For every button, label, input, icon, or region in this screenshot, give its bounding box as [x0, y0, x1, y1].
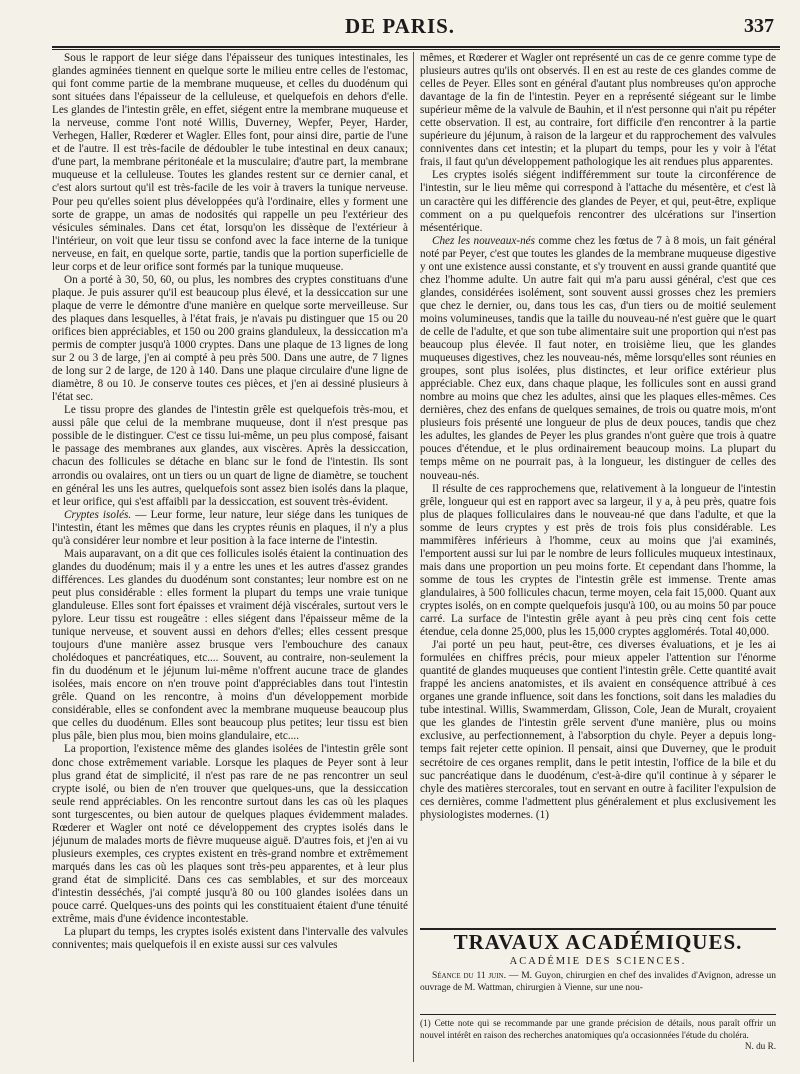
right-column — [420, 52, 776, 932]
column-divider — [413, 52, 414, 1062]
paragraph-text: comme chez les fœtus de 7 à 8 mois, un fait général noté par Peyer, c'est que toutes les glandes de la membrane muqueuse digestive y ont une existence aussi constante, et s'y trouvent en aussi grande quantité que chez l'homme adulte. Un autre fait qui m'a paru aussi général, c'est que ces glandes, considérées isolément, sont souvent aussi grosses chez les premiers que chez le dernier, ou, dans tous les cas, d'un tiers ou de moitié seulement moins volumineuses, tandis que la taille du nouveau-né n'est guère que le quart de celle de l'adulte, et que son tube alimentaire suit une proportion qui n'est pas beaucoup plus élevée. Il faut noter, en troisième lieu, que les glandes muqueuses digestives, chez les nouveau-nés, même lorsqu'elles sont réunies en groupes, sont plus isolées, plus distinctes, et leur orifice extérieur plus appréciable. Chez eux, dans chaque plaque, les follicules sont en aussi grand nombre au moins que chez les adultes, ainsi que les plaques elles-mêmes. Ces dernières, chez des enfans de quelques semaines, de trois ou quatre mois, m'ont plusieurs fois présenté une longueur de plus de deux pouces, tandis que chez les adultes, les glandes de Peyer les plus grandes n'ont guère que trois à quatre pouces d'étendue, et le plus ordinairement beaucoup moins. La plupart du temps même on ne pourrait pas, à la longueur, les distinguer de celles des nouveau-nés. — [420, 234, 776, 482]
paragraph: Sous le rapport de leur siége dans l'épaisseur des tuniques intestinales, les glandes agminées tiennent en quelque sorte le milieu entre celles de l'estomac, qui font comme partie de la membrane muqueuse, et celles du duodénum qui sont situées dans l'épaisseur de la celluleuse, et quelquefois en dehors d'elle. Les glandes de l'intestin grêle, en effet, siégent entre la membrane muqueuse et la nerveuse, comme l'ont noté Willis, Duverney, Wepfer, Peyer, Harder, Verhegen, Haller, Rœderer et Wagler. Elles font, pour ainsi dire, partie de l'une et de l'autre. Il est très-facile de dédoubler le tube intestinal en deux canaux; d'une part, la membrane péritonéale et la musculaire; d'autre part, la membrane muqueuse et la celluleuse. Toutes les glandes restent sur ce dernier canal, et c'est alors surtout qu'il est très-facile de les voir à travers la tunique nerveuse. Pour peu qu'elles soient plus développées qu'à l'ordinaire, elles y forment une sorte de grappe, un amas de nodosités qui rappelle un peu l'extérieur des vésicules séminales. Dans cet état, lorsqu'on les dissèque de l'extérieur à l'intérieur, on voit que leur tissu se confond avec la face interne de la tunique nerveuse, en fait, en quelque sorte, partie, tandis que la portion superficielle de leur corps et de leur orifice sont formés par la tunique muqueuse. — [52, 52, 408, 273]
header-rule-thin — [52, 49, 780, 50]
paragraph-text: — Leur forme, leur nature, leur siége dans les tuniques de l'intestin, étant les mêmes que dans les cryptes réunis en plaques, il n'y a plus qu'à considérer leur nombre et leur position à la face interne de l'intestin. — [52, 508, 408, 547]
section-label: Chez les nouveaux-nés — [432, 234, 535, 247]
paragraph: Il résulte de ces rapprochemens que, relativement à la longueur de l'intestin grêle, longueur qui est en rapport avec sa largeur, il y a, à peu près, quatre fois plus de plaques folliculaires dans le nouveau-né que dans l'adulte, et que la somme de leurs cryptes y est près de trois fois plus considérable. Les mammifères inférieurs à l'homme, ceux au moins que j'ai examinés, l'emportent aussi sur lui par le nombre de leurs follicules muqueux intestinaux, mais dans une proportion un peu moins forte. Et cependant dans l'homme, la somme de tous les cryptes de l'intestin grêle est immense. Trente amas glandulaires, à 500 follicules chacun, terme moyen, cela fait 15,000. Quant aux cryptes isolés, on en compte quelquefois jusqu'à 100, ou au moins 50 par pouce carré. La surface de l'intestin grêle ayant à peu près cinq cent fois cette étendue, cela donne 25,000, plus les 15,000 cryptes agglomérés. Total 40,000. — [420, 482, 776, 639]
academy-section — [420, 930, 776, 994]
paragraph: Les cryptes isolés siégent indifféremment sur toute la circonférence de l'intestin, sur le lieu même qui correspond à l'attache du mésentère, et c'est là un caractère qui les différencie des glandes de Peyer, et qui, peut-être, explique comment on a pu quelquefois rencontrer des ulcérations sur l'insertion mésentérique. — [420, 169, 776, 234]
footnote-rule — [420, 1014, 776, 1015]
paragraph: La proportion, l'existence même des glandes isolées de l'intestin grêle sont donc chose extrêmement variable. Lorsque les plaques de Peyer sont à leur plus grand état de simplicité, il n'est pas rare de ne pas rencontrer un seul crypte isolé, ou bien de n'en trouver que quelques-uns, que la dessiccation seule rend appréciables. On les rencontre surtout dans les cas où les plaques sont turgescentes, ou bien autour de quelques plaques évidemment malades. Rœderer et Wagler ont noté ce développement des cryptes isolés dans le jéjunum de malades morts de fièvre muqueuse aiguë. D'autres fois, et j'en ai vu plusieurs exemples, ces cryptes existent en très-grand nombre et extrêmement marqués dans les cas où les plaques sont très-peu apparentes, et à leur plus grand état de simplicité. Dans ces cas semblables, et sur des morceaux d'intestin desséchés, j'ai compté jusqu'à 80 ou 100 glandes isolées dans un pouce carré. Quelques-uns des points qui les constituaient étaient d'une ténuité extrême, mais d'une évidence incontestable. — [52, 743, 408, 926]
section-subheading: ACADÉMIE DES SCIENCES. — [509, 956, 687, 967]
page-number: 337 — [744, 15, 774, 37]
footnote-signature: N. du R. — [744, 1041, 776, 1051]
paragraph: J'ai porté un peu haut, peut-être, ces diverses évaluations, et je les ai formulées en chiffres précis, pour mieux appeler l'attention sur l'énorme quantité de glandes muqueuses que contient l'intestin grêle. Cette quantité avait frappé les anciens anatomistes, et ils avaient en conséquence attribué à ces organes une grande influence, soit dans les fonctions, soit dans les maladies du tube intestinal. Willis, Swammerdam, Glisson, Cole, Jean de Muralt, croyaient que les glandes de l'intestin grêle servent d'une manière, plus ou moins exclusive, au perfectionnement, à l'absorption du chyle. Peyer a depuis long-temps fait rejeter cette opinion. Il pensait, ainsi que Duverney, que le produit secrétoire de ces organes remplit, dans le petit intestin, l'office de la bile et du suc pancréatique dans le duodénum, c'est-à-dire qu'il continue à y séparer le chyle des matières stercorales, tout en servant en outre à faciliter l'expulsion de ces dernières, comme l'admettent plus généralement et plus exclusivement les physiologistes modernes. (1) — [420, 639, 776, 821]
footnote — [420, 1018, 776, 1053]
paragraph: mêmes, et Rœderer et Wagler ont représenté un cas de ce genre comme type de plusieurs autres qu'ils ont observés. Il en est au reste de ces glandes comme de celles de Peyer. Elles sont en général d'autant plus nombreuses qu'on approche davantage de la fin de l'intestin. Peyer en a représenté siégeant sur le limbe supérieur même de la valvule de Bauhin, et il n'est personne qui n'ait pu répéter cette observation. Il est, au contraire, fort difficile d'en rencontrer à la partie supérieure du jéjunum, à raison de la largeur et du rapprochement des valvules conniventes dans cet intestin; et la plupart du temps, pour les y voir à l'état frais, il faut qu'un développement pathologique les ait rendues plus apparentes. — [420, 52, 776, 169]
paragraph — [52, 509, 408, 548]
left-column — [52, 52, 408, 1070]
header-rule — [52, 46, 780, 48]
session-label: Séance du 11 juin. — [432, 971, 506, 981]
section-label: Cryptes isolés. — [64, 508, 132, 521]
running-title: DE PARIS. — [344, 14, 456, 38]
paragraph: On a porté à 30, 50, 60, ou plus, les nombres des cryptes constituans d'une plaque. Je puis assurer qu'il est beaucoup plus élevé, et la dessiccation sur une plaque de verre le démontre d'une manière en quelque sorte merveilleuse. Sur des plaques dans lesquelles, à l'état frais, je n'avais pu distinguer que 15 ou 20 orifices bien appréciables, et 150 ou 200 grains glanduleux, la dessiccation m'a permis de compter jusqu'à 1000 cryptes. Dans une plaque de 13 lignes de long sur 2 ou 3 de large, j'en ai compté à peu près 500. Dans une autre, de 7 lignes de long sur 2 de large, de 120 à 140. Dans une plaque circulaire d'une ligne de diamètre, 8 ou 10. Je conserve toutes ces pièces, et j'en ai dessiné plusieurs à l'état sec. — [52, 273, 408, 404]
paragraph: Le tissu propre des glandes de l'intestin grêle est quelquefois très-mou, et aussi pâle que celui de la membrane muqueuse, dont il n'est presque pas possible de le distinguer. C'est ce tissu lui-même, un peu plus composé, faisant le passage des membranes aux glandes, aux viscères. Après la dessiccation, chacun des follicules se détache en blanc sur le fond de l'intestin. Ils sont arrondis ou ovalaires, ont un tiers ou un quart de ligne de diamètre, se touchent en général les uns les autres, quelquefois sont assez bien isolés dans la plaque, et leur orifice, qui s'est affaibli par la dessiccation, est souvent très-évident. — [52, 404, 408, 508]
page-header — [0, 0, 800, 48]
paragraph: Mais auparavant, on a dit que ces follicules isolés étaient la continuation des glandes du duodénum; mais il y a entre les unes et les autres d'assez grandes différences. Les glandes du duodénum sont constantes; leur nombre est on ne peut plus considérable : elles forment la plupart du temps une vraie tunique glanduleuse. Elles sont fort épaisses et vraiment déjà viscérales, surtout vers le pylore. Leur tissu est rougeâtre : elles siégent dans l'épaisseur même de la tunique nerveuse, et souvent aussi en dehors d'elles; elles cessent presque toujours d'une manière assez brusque vers l'embouchure des canaux cholédoques et pancréatiques, etc.... Souvent, au contraire, non-seulement la fin du duodénum et le jéjunum lui-même n'offrent aucune trace de glandes isolées, mais encore on n'en trouve point d'appréciables dans tout l'intestin grêle. Quand on les rencontre, à moins d'un développement morbide considérable, elles se confondent avec la membrane muqueuse beaucoup plus que celles du duodénum. Elles sont beaucoup plus petites; leur tissu est bien plus pâle, bien plus mou, bien moins glandulaire, etc.... — [52, 547, 408, 743]
paragraph: La plupart du temps, les cryptes isolés existent dans l'intervalle des valvules conniventes; mais quelquefois il en existe aussi sur ces valvules — [52, 926, 408, 952]
paragraph — [420, 235, 776, 483]
section-heading: TRAVAUX ACADÉMIQUES. — [453, 930, 743, 954]
session-text: — M. Guyon, chirurgien en chef des invalides d'Avignon, adresse un ouvrage de M. Wattman, chirurgien à Vienne, sur une nou- — [420, 971, 776, 993]
session-entry — [420, 970, 776, 994]
footnote-text: (1) Cette note qui se recommande par une grande précision de détails, nous paraît offrir un nouvel intérêt en raison des recherches anatomiques qu'a occasionnées l'étude du choléra. — [420, 1018, 776, 1040]
